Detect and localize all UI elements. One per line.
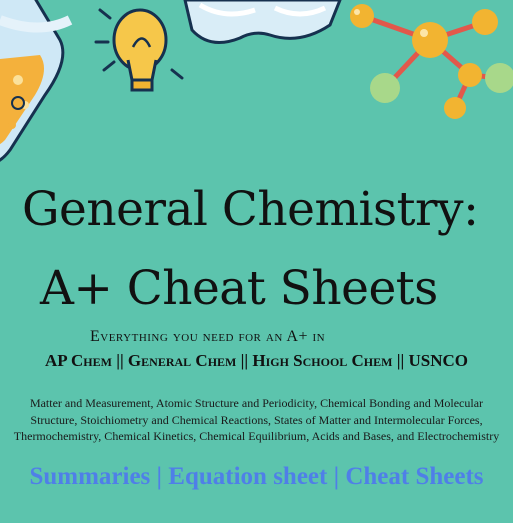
topic-list: Matter and Measurement, Atomic Structure and Periodicity, Chemical Bonding and Molecular Structure, Stoichiometry and Chemical Reactions, States of Matter and Intermolecular Forces, Thermochemistry, Chemical Kinetics, Chemical Equilibrium, Acids and Bases, and Electrochemistry bbox=[13, 396, 500, 443]
course-list: AP Chem || General Chem || High School Chem || USNCO bbox=[45, 351, 468, 370]
resource-list: Summaries | Equation sheet | Cheat Sheets bbox=[29, 463, 484, 490]
title-line-2: A+ Cheat Sheets bbox=[40, 261, 438, 316]
goggles-icon bbox=[185, 0, 340, 43]
molecule-model-icon bbox=[350, 4, 513, 119]
flask-icon bbox=[0, 0, 70, 163]
title-line-1: General Chemistry: bbox=[22, 182, 479, 237]
tagline: Everything you need for an A+ in bbox=[90, 328, 326, 345]
lightbulb-icon bbox=[96, 10, 182, 90]
